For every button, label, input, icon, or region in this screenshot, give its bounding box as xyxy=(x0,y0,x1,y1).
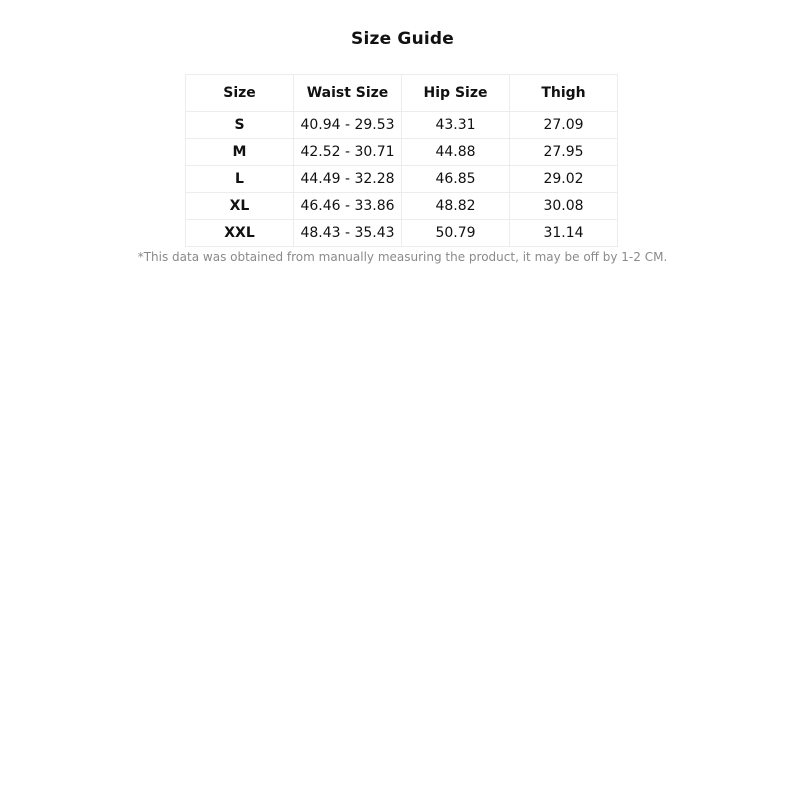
waist-cell: 40.94 - 29.53 xyxy=(294,112,402,139)
table-row xyxy=(186,112,618,139)
hip-cell: 44.88 xyxy=(402,139,510,166)
table-row xyxy=(186,220,618,247)
page-title: Size Guide xyxy=(351,29,454,49)
header-thigh: Thigh xyxy=(510,75,618,112)
thigh-cell: 29.02 xyxy=(510,166,618,193)
waist-cell: 48.43 - 35.43 xyxy=(294,220,402,247)
thigh-cell: 31.14 xyxy=(510,220,618,247)
size-cell: XL xyxy=(186,193,294,220)
table-row xyxy=(186,139,618,166)
hip-cell: 48.82 xyxy=(402,193,510,220)
hip-cell: 50.79 xyxy=(402,220,510,247)
size-cell: S xyxy=(186,112,294,139)
header-size: Size xyxy=(186,75,294,112)
table-header-row xyxy=(186,75,618,112)
thigh-cell: 30.08 xyxy=(510,193,618,220)
hip-cell: 43.31 xyxy=(402,112,510,139)
size-table xyxy=(185,74,618,247)
table-row xyxy=(186,193,618,220)
hip-cell: 46.85 xyxy=(402,166,510,193)
thigh-cell: 27.09 xyxy=(510,112,618,139)
waist-cell: 44.49 - 32.28 xyxy=(294,166,402,193)
header-hip-size: Hip Size xyxy=(402,75,510,112)
header-waist-size: Waist Size xyxy=(294,75,402,112)
thigh-cell: 27.95 xyxy=(510,139,618,166)
waist-cell: 42.52 - 30.71 xyxy=(294,139,402,166)
table-row xyxy=(186,166,618,193)
size-cell: M xyxy=(186,139,294,166)
waist-cell: 46.46 - 33.86 xyxy=(294,193,402,220)
size-cell: XXL xyxy=(186,220,294,247)
size-cell: L xyxy=(186,166,294,193)
measurement-note: *This data was obtained from manually measuring the product, it may be off by 1-2 CM. xyxy=(137,250,668,264)
